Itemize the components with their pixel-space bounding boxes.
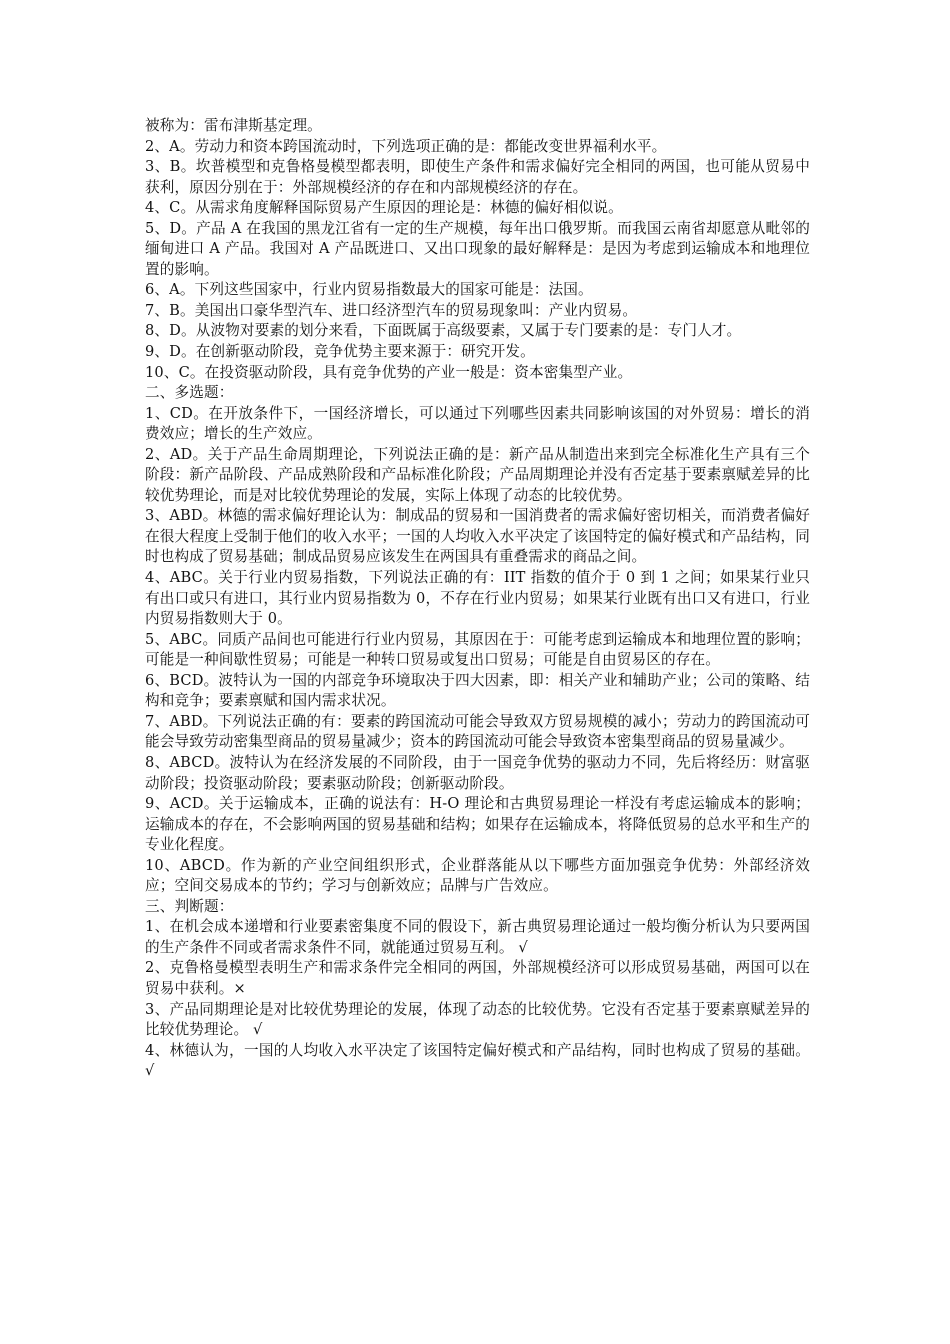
answer-multiple-choice-10: 10、ABCD。作为新的产业空间组织形式，企业群落能从以下哪些方面加强竞争优势：外部经济效应；空间交易成本的节约；学习与创新效应；品牌与广告效应。 bbox=[145, 856, 810, 895]
answer-multiple-choice-3: 3、ABD。林德的需求偏好理论认为：制成品的贸易和一国消费者的需求偏好密切相关，而消费者偏好在很大程度上受制于他们的收入水平；一国的人均收入水平决定了该国特定的偏好模式和产品结构，同时也构成了贸易基础；制成品贸易应该发生在两国具有重叠需求的商品之间。 bbox=[145, 507, 810, 566]
answer-multiple-choice-7: 7、ABD。下列说法正确的有：要素的跨国流动可能会导致双方贸易规模的减小；劳动力的跨国流动可能会导致劳动密集型商品的贸易量减少；资本的跨国流动可能会导致资本密集型商品的贸易量减少。 bbox=[145, 712, 810, 751]
text-paragraph: 被称为：雷布津斯基定理。 bbox=[145, 117, 322, 134]
answer-multiple-choice-2: 2、AD。关于产品生命周期理论，下列说法正确的是：新产品从制造出来到完全标准化生产具有三个阶段：新产品阶段、产品成熟阶段和产品标准化阶段；产品周期理论并没有否定基于要素禀赋差异的比较优势理论，而是对比较优势理论的发展，实际上体现了动态的比较优势。 bbox=[145, 445, 810, 504]
answer-single-choice-6: 6、A。下列这些国家中，行业内贸易指数最大的国家可能是：法国。 bbox=[145, 281, 593, 299]
answer-single-choice-10: 10、C。在投资驱动阶段，具有竞争优势的产业一般是：资本密集型产业。 bbox=[145, 363, 633, 381]
answer-multiple-choice-5: 5、ABC。同质产品间也可能进行行业内贸易，其原因在于：可能考虑到运输成本和地理位置的影响；可能是一种间歇性贸易；可能是一种转口贸易或复出口贸易；可能是自由贸易区的存在。 bbox=[145, 630, 810, 669]
document-body bbox=[145, 116, 810, 1082]
answer-true-false-3: 3、产品同期理论是对比较优势理论的发展，体现了动态的比较优势。它没有否定基于要素禀赋差异的比较优势理论。 √ bbox=[145, 1000, 810, 1039]
answer-single-choice-4: 4、C。从需求角度解释国际贸易产生原因的理论是：林德的偏好相似说。 bbox=[145, 199, 623, 217]
answer-multiple-choice-8: 8、ABCD。波特认为在经济发展的不同阶段，由于一国竞争优势的驱动力不同，先后将经历：财富驱动阶段；投资驱动阶段；要素驱动阶段；创新驱动阶段。 bbox=[145, 753, 810, 792]
answer-single-choice-7: 7、B。美国出口豪华型汽车、进口经济型汽车的贸易现象叫：产业内贸易。 bbox=[145, 301, 638, 319]
answer-multiple-choice-6: 6、BCD。波特认为一国的内部竞争环境取决于四大因素，即：相关产业和辅助产业；公司的策略、结构和竞争；要素禀赋和国内需求状况。 bbox=[145, 671, 810, 710]
answer-multiple-choice-1: 1、CD。在开放条件下，一国经济增长，可以通过下列哪些因素共同影响该国的对外贸易：增长的消费效应；增长的生产效应。 bbox=[145, 404, 810, 443]
answer-single-choice-3: 3、B。坎普模型和克鲁格曼模型都表明，即使生产条件和需求偏好完全相同的两国，也可能从贸易中获利，原因分别在于：外部规模经济的存在和内部规模经济的存在。 bbox=[145, 158, 810, 196]
answer-true-false-2: 2、克鲁格曼模型表明生产和需求条件完全相同的两国，外部规模经济可以形成贸易基础，两国可以在贸易中获利。× bbox=[145, 959, 810, 997]
answer-single-choice-5: 5、D。产品 A 在我国的黑龙江省有一定的生产规模，每年出口俄罗斯。而我国云南省却愿意从毗邻的缅甸进口 A 产品。我国对 A 产品既进口、又出口现象的最好解释是：是因为考虑到运输成本和地理位置的影响。 bbox=[145, 219, 810, 278]
answer-multiple-choice-9: 9、ACD。关于运输成本，正确的说法有：H-O 理论和古典贸易理论一样没有考虑运输成本的影响；运输成本的存在，不会影响两国的贸易基础和结构；如果存在运输成本，将降低贸易的总水平和生产的专业化程度。 bbox=[145, 795, 810, 854]
answer-single-choice-9: 9、D。在创新驱动阶段，竞争优势主要来源于：研究开发。 bbox=[145, 343, 535, 361]
answer-single-choice-8: 8、D。从波物对要素的划分来看，下面既属于高级要素，又属于专门要素的是：专门人才。 bbox=[145, 322, 742, 340]
answer-single-choice-2: 2、A。劳动力和资本跨国流动时，下列选项正确的是：都能改变世界福利水平。 bbox=[145, 137, 667, 155]
answer-true-false-1: 1、在机会成本递增和行业要素密集度不同的假设下，新古典贸易理论通过一般均衡分析认为只要两国的生产条件不同或者需求条件不同，就能通过贸易互利。 √ bbox=[145, 918, 810, 956]
section-heading-true-false: 三、判断题： bbox=[145, 897, 234, 915]
answer-multiple-choice-4: 4、ABC。关于行业内贸易指数，下列说法正确的有：IIT 指数的值介于 0 到 1 之间；如果某行业只有出口或只有进口，其行业内贸易指数为 0，不存在行业内贸易；如果某行业既有出口又有进口，行业内贸易指数则大于 0。 bbox=[145, 569, 810, 628]
section-heading-multiple-choice: 二、多选题： bbox=[145, 384, 234, 402]
answer-true-false-4: 4、林德认为，一国的人均收入水平决定了该国特定偏好模式和产品结构，同时也构成了贸易的基础。 √ bbox=[145, 1041, 810, 1080]
